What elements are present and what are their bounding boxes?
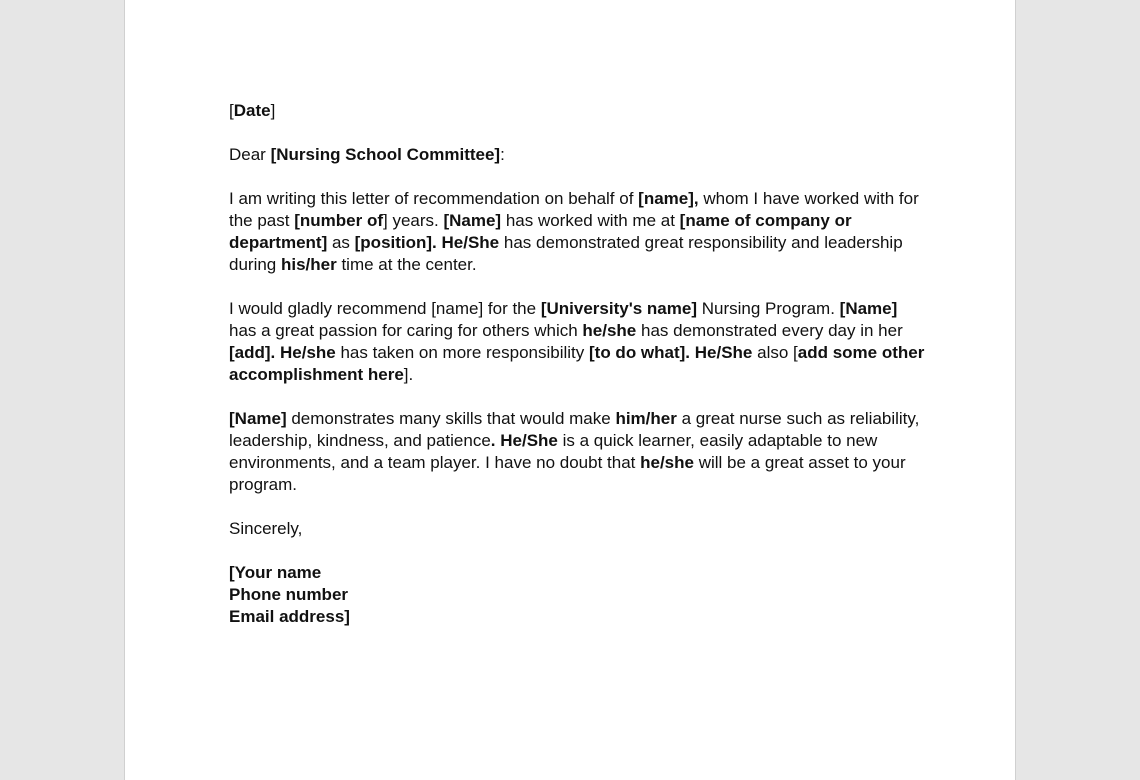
p2-bold: [add]. He/she xyxy=(229,343,336,362)
p2-bold: add some other accomplishment here xyxy=(229,343,925,384)
p1-bold: [Name] xyxy=(443,211,502,230)
greeting-dear: Dear xyxy=(229,145,271,164)
p1-text: whom I have worked with for the past xyxy=(229,189,919,230)
signature-phone-text: Phone number xyxy=(229,585,349,604)
signature-name xyxy=(229,562,929,584)
p3-text: is a quick learner, easily adaptable to new environments, and a team player. I have no doubt that xyxy=(229,431,878,472)
p3-text: will be a great asset to your program. xyxy=(229,453,906,494)
p3-bold: him/her xyxy=(615,409,677,428)
p1-text: ] years. xyxy=(383,211,444,230)
p3-bold: he/she xyxy=(640,453,694,472)
p1-text: has demonstrated great responsibility and leadership during xyxy=(229,233,903,274)
signature-email-text: Email address] xyxy=(229,607,350,626)
letter-body xyxy=(229,100,929,628)
paragraph-2 xyxy=(229,298,929,386)
p2-text: I would gladly recommend [name] for the xyxy=(229,299,541,318)
p2-text: ]. xyxy=(403,365,414,384)
p2-bold: [to do what]. He/She xyxy=(589,343,753,362)
p2-text: has taken on more responsibility xyxy=(335,343,589,362)
p3-bold: [Name] xyxy=(229,409,287,428)
signature-name-text: [Your name xyxy=(229,563,322,582)
greeting-recipient: [Nursing School Committee] xyxy=(270,145,501,164)
p1-bold: [name of company or department] xyxy=(229,211,852,252)
p2-bold: [University's name] xyxy=(540,299,697,318)
p1-text: time at the center. xyxy=(336,255,477,274)
date-bracket-close: ] xyxy=(270,101,276,120)
greeting-colon: : xyxy=(500,145,505,164)
p3-bold: . He/She xyxy=(490,431,558,450)
signature-email xyxy=(229,606,929,628)
paragraph-3 xyxy=(229,408,929,496)
p1-text: as xyxy=(327,233,355,252)
p3-text: demonstrates many skills that would make xyxy=(286,409,616,428)
signature-phone xyxy=(229,584,929,606)
p2-text: has demonstrated every day in her xyxy=(636,321,903,340)
p2-text: Nursing Program. xyxy=(696,299,840,318)
p1-bold: [number of xyxy=(294,211,383,230)
p2-bold: [Name] xyxy=(839,299,898,318)
closing-line: Sincerely, xyxy=(229,519,303,538)
p1-bold: his/her xyxy=(280,255,337,274)
date-placeholder: Date xyxy=(233,101,271,120)
p2-text: has a great passion for caring for others which xyxy=(229,321,583,340)
p1-bold: [position]. He/She xyxy=(354,233,500,252)
date-bracket-open: [ xyxy=(229,101,234,120)
greeting-line xyxy=(229,144,929,166)
p3-text: a great nurse such as reliability, leadership, kindness, and patience xyxy=(229,409,920,450)
date-line xyxy=(229,100,929,122)
paragraph-1 xyxy=(229,188,929,276)
document-page xyxy=(124,0,1016,780)
p1-text: I am writing this letter of recommendation on behalf of xyxy=(229,189,639,208)
p2-bold: he/she xyxy=(582,321,637,340)
p1-bold: [name], xyxy=(638,189,699,208)
p2-text: also [ xyxy=(752,343,798,362)
p1-text: has worked with me at xyxy=(501,211,680,230)
